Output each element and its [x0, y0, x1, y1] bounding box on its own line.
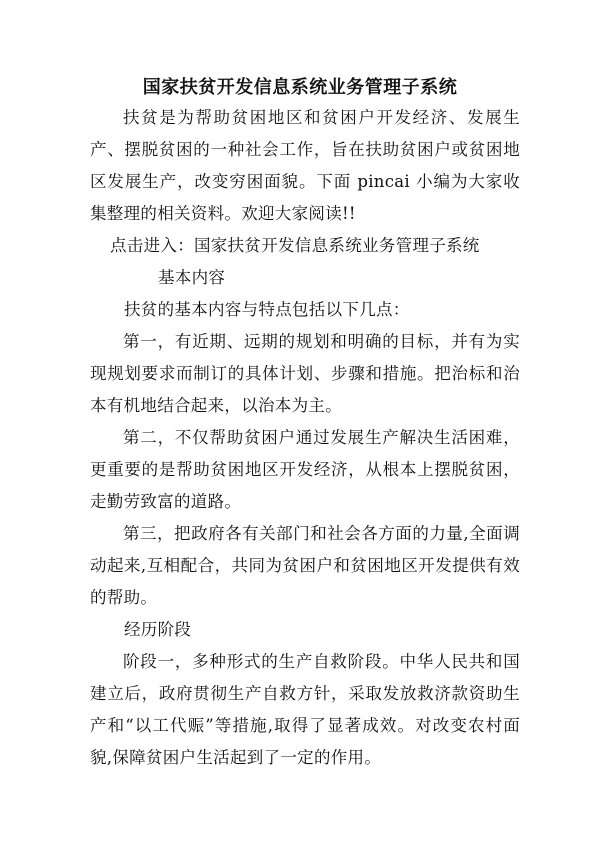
- section-heading-basic-content: 基本内容: [158, 268, 226, 287]
- intro-paragraph: 扶贫是为帮助贫困地区和贫困户开发经济、发展生产、摆脱贫困的一种社会工作，旨在扶助贫困户或贫困地区发展生产，改变穷困面貌。下面 pincai 小编为大家收集整理的相关资料。欢迎大家阅读!!: [90, 108, 520, 223]
- section-lead: 扶贫的基本内容与特点包括以下几点：: [124, 300, 410, 319]
- link-prefix: 点击进入：: [110, 236, 194, 255]
- point-two-paragraph: 第二，不仅帮助贫困户通过发展生产解决生活困难，更重要的是帮助贫困地区开发经济，从根本上摆脱贫困，走勤劳致富的道路。: [90, 428, 520, 511]
- document-title: 国家扶贫开发信息系统业务管理子系统: [142, 77, 458, 98]
- section-heading-stages: 经历阶段: [124, 620, 192, 639]
- stage-one-paragraph: 阶段一，多种形式的生产自救阶段。中华人民共和国建立后，政府贯彻生产自救方针，采取发放救济款资助生产和“以工代赈”等措施,取得了显著成效。对改变农村面貌,保障贫困户生活起到了一定的作用。: [90, 652, 520, 767]
- link-line: [110, 230, 480, 262]
- system-link[interactable]: 国家扶贫开发信息系统业务管理子系统: [194, 236, 480, 255]
- point-three-paragraph: 第三，把政府各有关部门和社会各方面的力量,全面调动起来,互相配合，共同为贫困户和贫困地区开发提供有效的帮助。: [90, 524, 520, 607]
- point-one-paragraph: 第一，有近期、远期的规划和明确的目标，并有为实现规划要求而制订的具体计划、步骤和措施。把治标和治本有机地结合起来，以治本为主。: [90, 332, 520, 415]
